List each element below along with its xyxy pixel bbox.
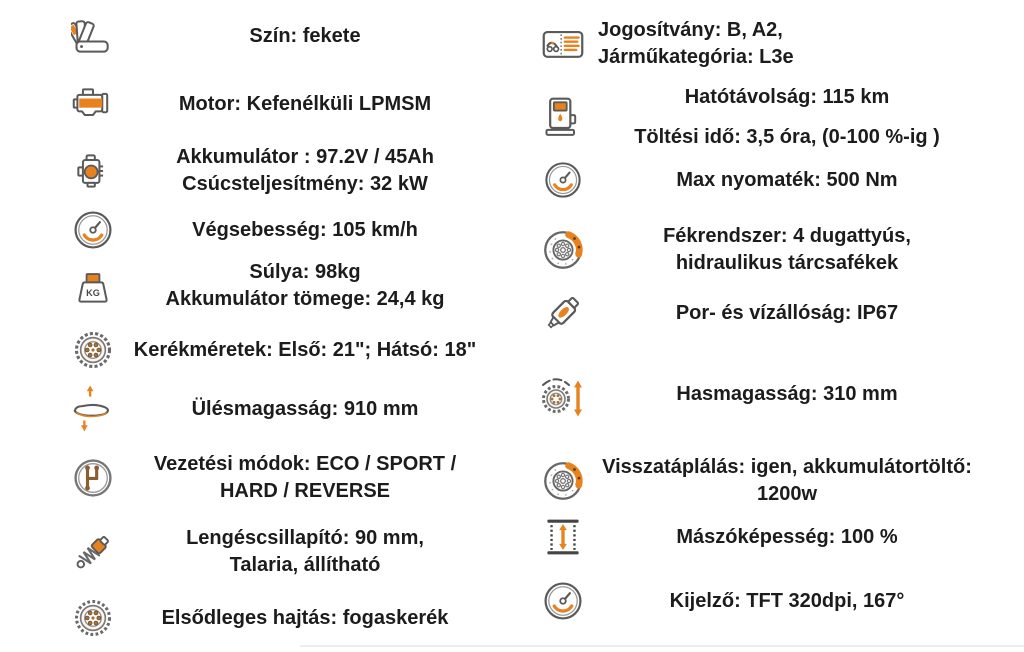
climb-ability-icon <box>528 515 598 559</box>
spec-row-seat-height <box>58 383 510 435</box>
spec-text: Hatótávolság: 115 km <box>684 85 890 108</box>
spec-text: Max nyomaték: 500 Nm <box>676 168 898 191</box>
spec-row-torque <box>528 156 1020 204</box>
spec-row-color <box>58 12 510 60</box>
spec-text: Talaria, állítható <box>229 554 381 576</box>
spec-text: Vezetési módok: ECO / SPORT / <box>153 453 457 475</box>
spec-text: Mászóképesség: 100 % <box>676 525 898 548</box>
spec-text: Járműkategória: L3e <box>598 46 794 68</box>
spec-row-battery <box>58 141 510 201</box>
spec-text: Végsebesség: 105 km/h <box>192 218 418 241</box>
charging-station-icon <box>528 93 598 141</box>
spec-text: Elsődleges hajtás: fogaskerék <box>161 606 449 629</box>
display-gauge-icon <box>528 579 598 623</box>
electric-motor-icon <box>58 149 128 193</box>
spec-text: Kerékméretek: Első: 21"; Hátsó: 18" <box>133 338 477 361</box>
spec-row-climb <box>528 513 1020 561</box>
paint-swatches-icon <box>58 14 128 58</box>
spec-text: 1200w <box>756 483 818 505</box>
spec-row-drive-modes <box>58 448 510 508</box>
spec-row-regen <box>528 451 1020 511</box>
spec-row-suspension <box>58 522 510 582</box>
spec-text: Kijelző: TFT 320dpi, 167° <box>669 589 905 612</box>
spec-text: HARD / REVERSE <box>219 480 391 502</box>
driving-license-icon <box>528 22 598 66</box>
spec-row-primary-drive <box>58 594 510 642</box>
spec-text: Fékrendszer: 4 dugattyús, <box>663 225 911 247</box>
spec-row-range-charging <box>528 81 1020 153</box>
spec-text: Csúcsteljesítmény: 32 kW <box>182 173 428 195</box>
spec-text: Akkumulátor tömege: 24,4 kg <box>165 288 445 310</box>
torque-gauge-icon <box>528 159 598 201</box>
spec-text: Jogosítvány: B, A2, <box>598 19 783 41</box>
spec-text: Ülésmagasság: 910 mm <box>191 397 419 420</box>
spec-text: Motor: Kefenélküli LPMSM <box>178 92 432 115</box>
shock-absorber-icon <box>58 529 128 575</box>
engine-icon <box>58 82 128 126</box>
spec-text: Hasmagasság: 310 mm <box>676 382 898 405</box>
spec-text: Por- és vízállóság: IP67 <box>675 301 899 324</box>
gearshift-icon <box>58 456 128 500</box>
spec-row-brakes <box>528 220 1020 280</box>
spec-row-display <box>528 577 1020 625</box>
spec-text: Lengéscsillapító: 90 mm, <box>186 527 424 549</box>
spec-row-ground-clearance <box>528 368 1020 420</box>
waterproof-plug-icon <box>528 290 598 336</box>
spec-text: Szín: fekete <box>249 24 361 47</box>
spec-row-weight <box>58 256 510 316</box>
spec-text: Akkumulátor : 97.2V / 45Ah <box>176 146 434 168</box>
regen-brake-icon <box>528 458 598 504</box>
gear-drive-icon <box>58 596 128 640</box>
svg-text:KG: KG <box>86 288 100 299</box>
bottom-divider <box>300 645 1024 647</box>
spec-text: hidraulikus tárcsafékek <box>675 252 899 274</box>
ground-clearance-icon <box>528 370 598 418</box>
spec-text: Visszatáplálás: igen, akkumulátortöltő: <box>602 456 972 478</box>
spec-text: Töltési idő: 3,5 óra, (0-100 %-ig ) <box>634 125 940 148</box>
seat-height-icon <box>58 384 128 434</box>
spec-row-license <box>528 14 1020 74</box>
spec-row-motor <box>58 80 510 128</box>
brake-disc-icon <box>528 227 598 273</box>
spec-row-top-speed <box>58 206 510 254</box>
weight-kg-icon <box>58 264 128 308</box>
spec-row-ip-rating <box>528 289 1020 337</box>
wheel-icon <box>58 328 128 372</box>
speedometer-icon <box>58 208 128 252</box>
spec-text: Súlya: 98kg <box>249 261 361 283</box>
spec-row-wheel-sizes <box>58 326 510 374</box>
